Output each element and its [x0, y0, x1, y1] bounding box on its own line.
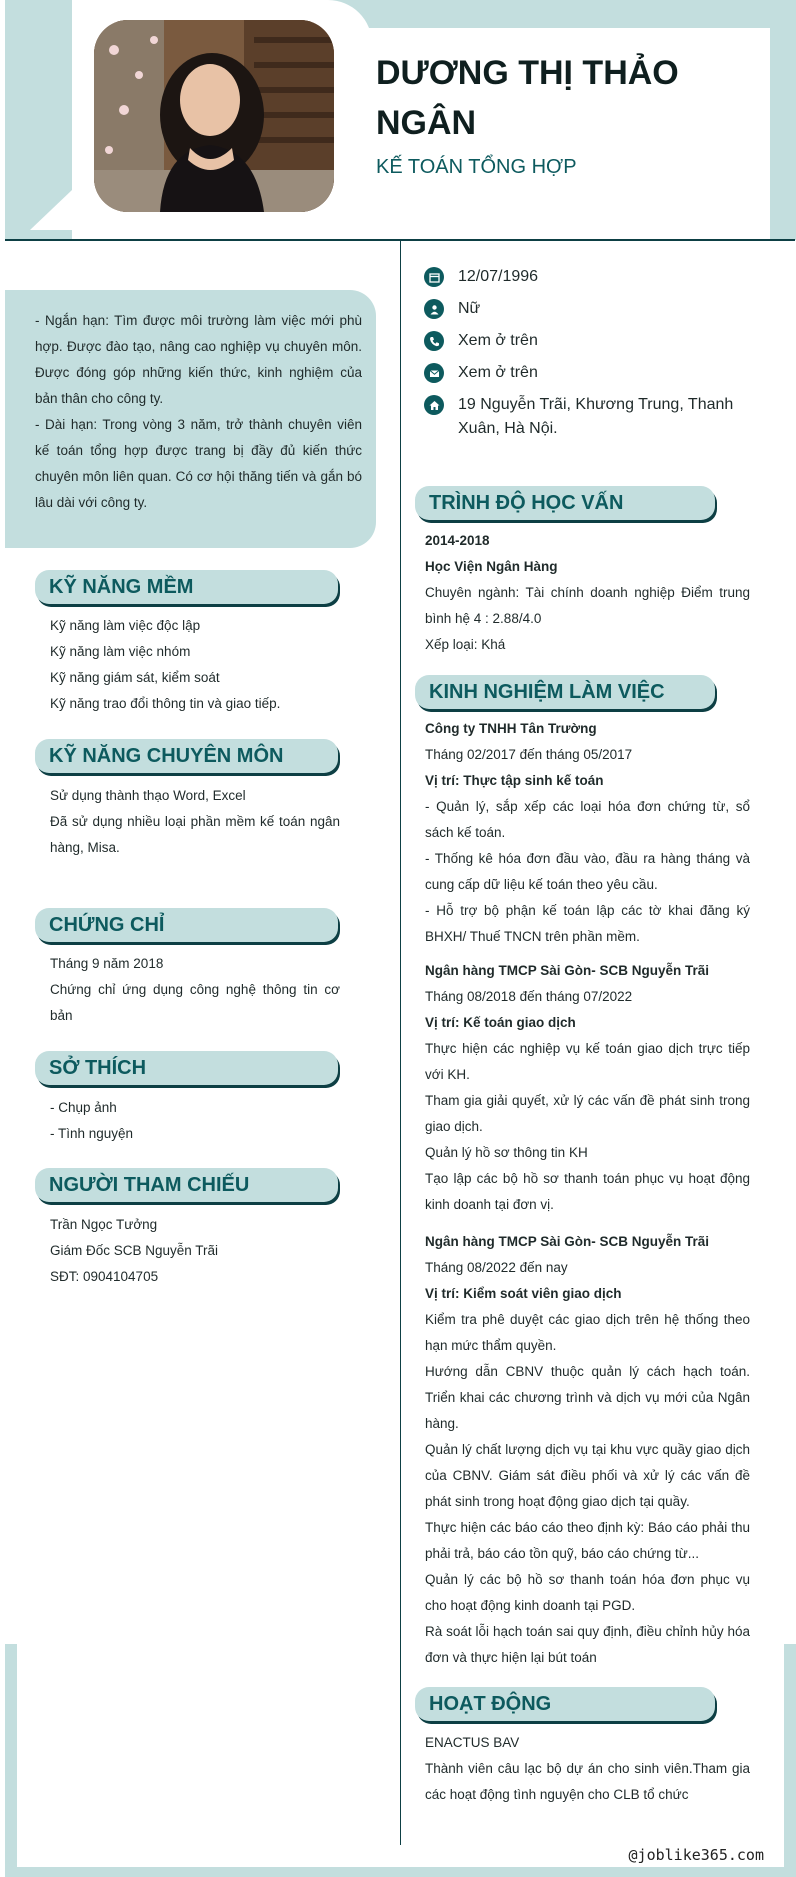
- header-corner: [30, 190, 72, 230]
- education-rank: Xếp loại: Khá: [425, 637, 506, 652]
- job-period: Tháng 08/2022 đến nay: [425, 1260, 568, 1275]
- job-period: Tháng 02/2017 đến tháng 05/2017: [425, 747, 633, 762]
- job-1: [425, 716, 750, 950]
- certificates-heading: CHỨNG CHỈ: [35, 908, 338, 942]
- references-list: [50, 1212, 340, 1290]
- phone-icon: [424, 331, 444, 351]
- hobbies-list: [50, 1095, 340, 1147]
- list-item: Kỹ năng trao đổi thông tin và giao tiếp.: [50, 696, 281, 711]
- job-duty: - Thống kê hóa đơn đầu vào, đầu ra hàng tháng và cung cấp dữ liệu kế toán theo yêu cầu.: [425, 851, 750, 892]
- job-company: Ngân hàng TMCP Sài Gòn- SCB Nguyễn Trãi: [425, 963, 710, 978]
- footer-strip-right: [784, 1644, 796, 1877]
- job-duty: Rà soát lỗi hạch toán sai quy định, điều chỉnh hủy hóa đơn và thực hiện lại bút toán: [425, 1624, 750, 1665]
- job-company: Ngân hàng TMCP Sài Gòn- SCB Nguyễn Trãi: [425, 1234, 710, 1249]
- job-duty: Quản lý hồ sơ thông tin KH: [425, 1145, 588, 1160]
- objective-short-term: - Ngắn hạn: Tìm được môi trường làm việc mới phù hợp. Được đào tạo, nâng cao nghiệp vụ chuyên môn. Được đóng góp những kiến thức, kinh nghiệm của bản thân cho công ty.: [35, 313, 362, 406]
- address-value: 19 Nguyễn Trãi, Khương Trung, Thanh Xuân, Hà Nội.: [458, 396, 734, 437]
- list-item: Đã sử dụng nhiều loại phần mềm kế toán ngân hàng, Misa.: [50, 814, 340, 855]
- watermark: @joblike365.com: [628, 1846, 764, 1864]
- person-icon: [424, 299, 444, 319]
- footer-strip-left: [5, 1644, 17, 1877]
- job-duty: Thực hiện các nghiệp vụ kế toán giao dịch trực tiếp với KH.: [425, 1041, 750, 1082]
- job-company: Công ty TNHH Tân Trường: [425, 721, 597, 736]
- education-school: Học Viện Ngân Hàng: [425, 559, 558, 574]
- job-duty: Tham gia giải quyết, xử lý các vấn đề phát sinh trong giao dịch.: [425, 1093, 750, 1134]
- candidate-role: KẾ TOÁN TỔNG HỢP: [376, 156, 577, 178]
- career-objective: [5, 290, 376, 548]
- experience-heading: KINH NGHIỆM LÀM VIỆC: [415, 675, 715, 709]
- job-position: Vị trí: Kế toán giao dịch: [425, 1015, 576, 1030]
- job-position: Vị trí: Kiểm soát viên giao dịch: [425, 1286, 622, 1301]
- job-duty: Kiểm tra phê duyệt các giao dịch trên hệ thống theo hạn mức thẩm quyền.: [425, 1312, 750, 1353]
- mail-icon: [424, 363, 444, 383]
- gender-value: Nữ: [458, 300, 481, 317]
- phone-value: Xem ở trên: [458, 332, 538, 349]
- home-icon: [424, 395, 444, 415]
- email-value: Xem ở trên: [458, 364, 538, 381]
- contact-phone: [424, 329, 754, 353]
- contact-address: [424, 393, 754, 441]
- references-heading: NGƯỜI THAM CHIẾU: [35, 1168, 338, 1202]
- dob-value: 12/07/1996: [458, 268, 539, 285]
- job-period: Tháng 08/2018 đến tháng 07/2022: [425, 989, 633, 1004]
- job-duty: - Hỗ trợ bộ phận kế toán lập các tờ khai đăng ký BHXH/ Thuế TNCN trên phần mềm.: [425, 903, 750, 944]
- calendar-icon: [424, 267, 444, 287]
- list-item: ENACTUS BAV: [425, 1735, 520, 1750]
- contact-email: [424, 361, 754, 385]
- activities-heading: HOẠT ĐỘNG: [415, 1687, 715, 1721]
- column-divider: [400, 241, 401, 1845]
- job-position: Vị trí: Thực tập sinh kế toán: [425, 773, 604, 788]
- hobbies-heading: SỞ THÍCH: [35, 1051, 338, 1085]
- list-item: Kỹ năng làm việc độc lập: [50, 618, 201, 633]
- list-item: Kỹ năng làm việc nhóm: [50, 644, 191, 659]
- list-item: Trần Ngọc Tưởng: [50, 1217, 158, 1232]
- soft-skills-list: [50, 613, 340, 717]
- list-item: - Chụp ảnh: [50, 1100, 117, 1115]
- job-duty: Quản lý chất lượng dịch vụ tại khu vực quầy giao dịch của CBNV. Giám sát điều phối và xử lý các vấn đề phát sinh trong hoạt động giao dịch tại quầy.: [425, 1442, 750, 1509]
- certificates-list: [50, 951, 340, 1029]
- contact-gender: [424, 297, 754, 321]
- job-2: [425, 958, 750, 1218]
- list-item: Sử dụng thành thạo Word, Excel: [50, 788, 246, 803]
- education-period: 2014-2018: [425, 533, 490, 548]
- education-block: [425, 528, 750, 658]
- activities-list: [425, 1730, 750, 1808]
- soft-skills-heading: KỸ NĂNG MỀM: [35, 570, 338, 604]
- education-heading: TRÌNH ĐỘ HỌC VẤN: [415, 486, 715, 520]
- list-item: Giám Đốc SCB Nguyễn Trãi: [50, 1243, 219, 1258]
- list-item: SĐT: 0904104705: [50, 1269, 159, 1284]
- list-item: Tháng 9 năm 2018: [50, 956, 164, 971]
- job-3: [425, 1229, 750, 1671]
- profile-photo: [94, 20, 334, 212]
- education-major: Chuyên ngành: Tài chính doanh nghiệp Điểm trung bình hệ 4 : 2.88/4.0: [425, 585, 750, 626]
- candidate-name: DƯƠNG THỊ THẢO NGÂN: [376, 54, 679, 142]
- list-item: Kỹ năng giám sát, kiểm soát: [50, 670, 220, 685]
- job-duty: Hướng dẫn CBNV thuộc quản lý cách hạch toán. Triển khai các chương trình và dịch vụ mới của Ngân hàng.: [425, 1364, 750, 1431]
- list-item: - Tình nguyện: [50, 1126, 134, 1141]
- list-item: Chứng chỉ ứng dụng công nghệ thông tin cơ bản: [50, 982, 340, 1023]
- objective-long-term: - Dài hạn: Trong vòng 3 năm, trở thành chuyên viên kế toán tổng hợp được trang bị đầy đủ kiến thức chuyên môn liên quan. Có cơ hội thăng tiến và gắn bó lâu dài với công ty.: [35, 417, 362, 510]
- contact-dob: [424, 265, 754, 289]
- pro-skills-list: [50, 783, 340, 861]
- job-duty: Thực hiện các báo cáo theo định kỳ: Báo cáo phải thu phải trả, báo cáo tồn quỹ, báo cáo chứng từ...: [425, 1520, 750, 1561]
- job-duty: Tạo lập các bộ hồ sơ thanh toán phục vụ hoạt động kinh doanh tại đơn vị.: [425, 1171, 750, 1212]
- job-duty: Quản lý các bộ hồ sơ thanh toán hóa đơn phục vụ cho hoạt động kinh doanh tại PGD.: [425, 1572, 750, 1613]
- footer-strip-bottom: [5, 1867, 796, 1877]
- list-item: Thành viên câu lạc bộ dự án cho sinh viên.Tham gia các hoạt động tình nguyện cho CLB tổ chức: [425, 1761, 750, 1802]
- pro-skills-heading: KỸ NĂNG CHUYÊN MÔN: [35, 739, 338, 773]
- job-duty: - Quản lý, sắp xếp các loại hóa đơn chứng từ, sổ sách kế toán.: [425, 799, 750, 840]
